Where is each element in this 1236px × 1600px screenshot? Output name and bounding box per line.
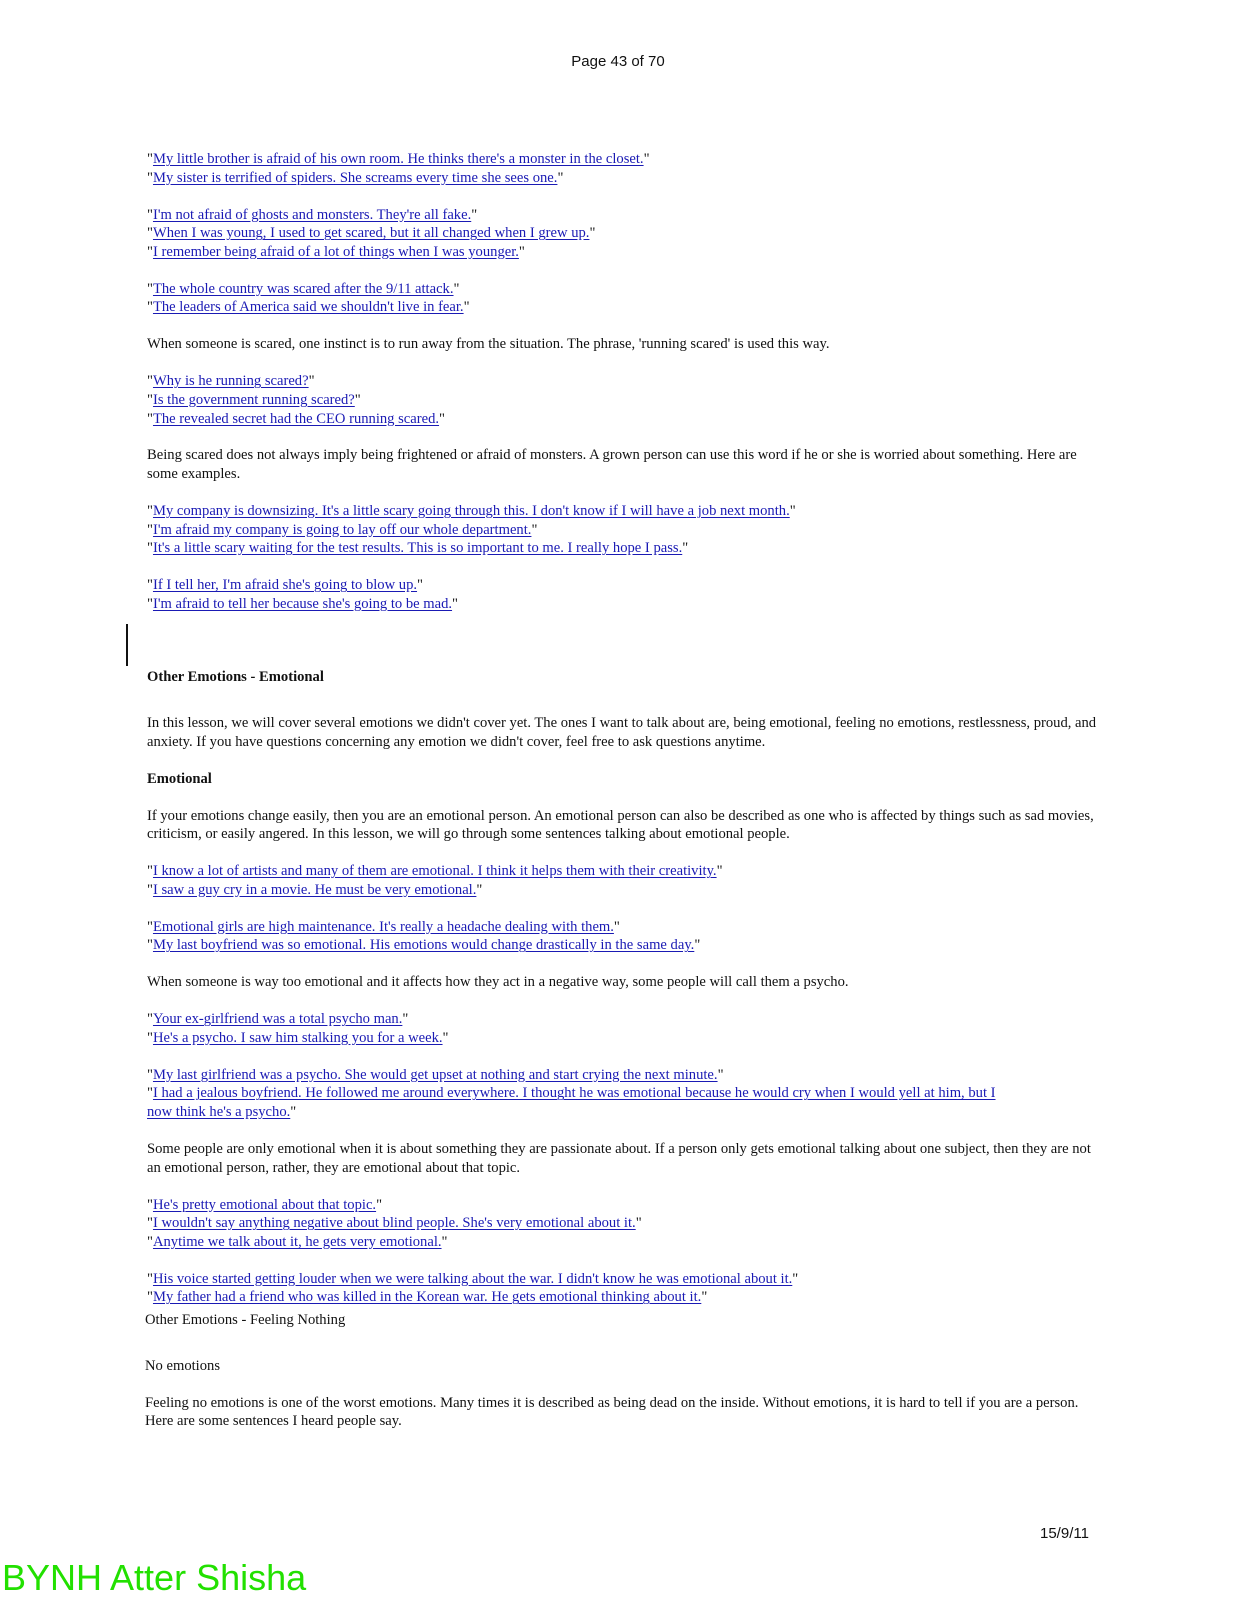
quote-line: "I'm afraid my company is going to lay off our whole department." xyxy=(147,521,538,538)
example-link[interactable]: He's a psycho. I saw him stalking you for a week. xyxy=(152,1029,443,1046)
quote-line: "My last boyfriend was so emotional. His emotions would change drastically in the same day." xyxy=(147,937,701,954)
example-link[interactable]: Anytime we talk about it, he gets very emotional. xyxy=(152,1233,442,1250)
quote-line: "He's a psycho. I saw him stalking you for a week." xyxy=(147,1029,449,1046)
example-link[interactable]: It's a little scary waiting for the test results. This is so important to me. I really hope I pass. xyxy=(152,540,683,557)
paragraph-emotional-person: If your emotions change easily, then you are an emotional person. An emotional person can also be described as one who is affected by things such as sad movies, criticism, or easily angered. In this lesson, we will go through some sentences talking about emotional people. xyxy=(147,807,1094,843)
example-link[interactable]: Is the government running scared? xyxy=(152,391,355,408)
quote-line: "My sister is terrified of spiders. She screams every time she sees one." xyxy=(147,169,564,186)
paragraph-psycho: When someone is way too emotional and it affects how they act in a negative way, some people will call them a psycho. xyxy=(147,974,849,991)
example-link[interactable]: The whole country was scared after the 9/11 attack. xyxy=(152,280,454,297)
example-link[interactable]: My last girlfriend was a psycho. She would get upset at nothing and start crying the next minute. xyxy=(152,1066,718,1083)
quote-line: "He's pretty emotional about that topic." xyxy=(147,1196,383,1213)
example-link[interactable]: My last boyfriend was so emotional. His emotions would change drastically in the same day. xyxy=(152,937,695,954)
quote-line: "Your ex-girlfriend was a total psycho man." xyxy=(147,1011,409,1028)
example-link[interactable]: My sister is terrified of spiders. She screams every time she sees one. xyxy=(152,169,558,186)
watermark-text: BYNH Atter Shisha xyxy=(2,1557,307,1598)
quote-line: "I had a jealous boyfriend. He followed me around everywhere. I thought he was emotional because he would cry when I would yell at him, but I xyxy=(147,1085,996,1102)
example-link[interactable]: My father had a friend who was killed in the Korean war. He gets emotional thinking about it. xyxy=(152,1289,702,1306)
quote-line: "My company is downsizing. It's a little scary going through this. I don't know if I will have a job next month." xyxy=(147,503,796,520)
quote-line: "I wouldn't say anything negative about blind people. She's very emotional about it." xyxy=(147,1215,642,1232)
example-link[interactable]: Why is he running scared? xyxy=(152,373,309,390)
example-link[interactable]: He's pretty emotional about that topic. xyxy=(152,1196,377,1213)
quote-line: "Why is he running scared?" xyxy=(147,373,315,390)
page-number: Page 43 of 70 xyxy=(571,53,665,70)
quote-line: "The leaders of America said we shouldn't live in fear." xyxy=(147,299,470,316)
example-link[interactable]: His voice started getting louder when we were talking about the war. I didn't know he was emotional about it. xyxy=(152,1270,793,1287)
example-link[interactable]: If I tell her, I'm afraid she's going to blow up. xyxy=(152,577,418,594)
example-link[interactable]: My little brother is afraid of his own room. He thinks there's a monster in the closet. xyxy=(152,151,644,167)
section-heading-no-emotions: No emotions xyxy=(145,1357,220,1374)
example-link[interactable]: The revealed secret had the CEO running scared. xyxy=(152,410,440,427)
example-link[interactable]: Your ex-girlfriend was a total psycho man. xyxy=(152,1011,403,1028)
quote-line: now think he's a psycho." xyxy=(147,1104,297,1121)
example-link[interactable]: The leaders of America said we shouldn't live in fear. xyxy=(152,299,464,316)
document-body xyxy=(147,150,1097,1431)
quote-line: "The revealed secret had the CEO running scared." xyxy=(147,410,446,427)
example-link[interactable]: I know a lot of artists and many of them are emotional. I think it helps them with their creativity. xyxy=(152,863,717,880)
quote-line: "I know a lot of artists and many of them are emotional. I think it helps them with their creativity." xyxy=(147,863,723,880)
paragraph-no-emotions: Feeling no emotions is one of the worst emotions. Many times it is described as being dead on the inside. Without emotions, it is hard to tell if you are a person. Here are some sentences I heard people say. xyxy=(145,1394,1079,1430)
quote-line: "It's a little scary waiting for the test results. This is so important to me. I really hope I pass." xyxy=(147,540,689,557)
section-heading-other-emotions: Other Emotions - Emotional xyxy=(147,669,324,686)
section-heading-emotional: Emotional xyxy=(147,770,212,787)
quote-line: "I'm afraid to tell her because she's going to be mad." xyxy=(147,595,459,612)
quote-line: "His voice started getting louder when we were talking about the war. I didn't know he was emotional about it." xyxy=(147,1270,799,1287)
example-link[interactable]: When I was young, I used to get scared, but it all changed when I grew up. xyxy=(152,225,590,242)
quote-line: "If I tell her, I'm afraid she's going to blow up." xyxy=(147,577,423,594)
example-link[interactable]: I had a jealous boyfriend. He followed me around everywhere. I thought he was emotional because he would cry when I would yell at him, but I xyxy=(152,1085,996,1102)
quote-line: "When I was young, I used to get scared, but it all changed when I grew up." xyxy=(147,225,596,242)
quote-line: "Emotional girls are high maintenance. It's really a headache dealing with them." xyxy=(147,918,620,935)
example-link[interactable]: My company is downsizing. It's a little scary going through this. I don't know if I will have a job next month. xyxy=(152,503,790,520)
quote-line: "My father had a friend who was killed in the Korean war. He gets emotional thinking about it." xyxy=(147,1289,708,1306)
example-link[interactable]: Emotional girls are high maintenance. It's really a headache dealing with them. xyxy=(152,918,614,935)
quote-line: "I saw a guy cry in a movie. He must be very emotional." xyxy=(147,881,483,898)
example-link[interactable]: I'm not afraid of ghosts and monsters. They're all fake. xyxy=(152,206,472,223)
paragraph-grown-person: Being scared does not always imply being frightened or afraid of monsters. A grown person can use this word if he or she is worried about something. Here are some examples. xyxy=(147,447,1077,483)
example-link[interactable]: I'm afraid my company is going to lay off our whole department. xyxy=(152,521,532,538)
quote-line: "I remember being afraid of a lot of things when I was younger." xyxy=(147,243,525,260)
example-link[interactable]: I saw a guy cry in a movie. He must be very emotional. xyxy=(152,881,477,898)
quote-line: "Is the government running scared?" xyxy=(147,391,361,408)
quote-line: "The whole country was scared after the 9/11 attack." xyxy=(147,280,460,297)
footer-date: 15/9/11 xyxy=(1040,1525,1089,1542)
example-link[interactable]: now think he's a psycho. xyxy=(147,1104,291,1121)
quote-line: "My last girlfriend was a psycho. She would get upset at nothing and start crying the next minute." xyxy=(147,1066,724,1083)
quote-line: "Anytime we talk about it, he gets very emotional." xyxy=(147,1233,448,1250)
paragraph-lesson-intro: In this lesson, we will cover several emotions we didn't cover yet. The ones I want to talk about are, being emotional, feeling no emotions, restlessness, proud, and anxiety. If you have questions concerning any emotion we didn't cover, feel free to ask questions anytime. xyxy=(147,715,1097,750)
example-link[interactable]: I'm afraid to tell her because she's going to be mad. xyxy=(152,595,453,612)
example-link[interactable]: I remember being afraid of a lot of things when I was younger. xyxy=(152,243,519,260)
paragraph-passionate: Some people are only emotional when it is about something they are passionate about. If a person only gets emotional talking about one subject, then they are not an emotional person, rather, they are emotional about that topic. xyxy=(147,1141,1091,1176)
text-cursor xyxy=(126,624,128,666)
example-link[interactable]: I wouldn't say anything negative about blind people. She's very emotional about it. xyxy=(152,1215,636,1232)
quote-line: "My little brother is afraid of his own room. He thinks there's a monster in the closet." xyxy=(147,151,650,167)
section-heading-feeling-nothing: Other Emotions - Feeling Nothing xyxy=(145,1311,346,1328)
paragraph-running-scared: When someone is scared, one instinct is to run away from the situation. The phrase, 'running scared' is used this way. xyxy=(147,336,830,353)
quote-line: "I'm not afraid of ghosts and monsters. They're all fake." xyxy=(147,206,478,223)
